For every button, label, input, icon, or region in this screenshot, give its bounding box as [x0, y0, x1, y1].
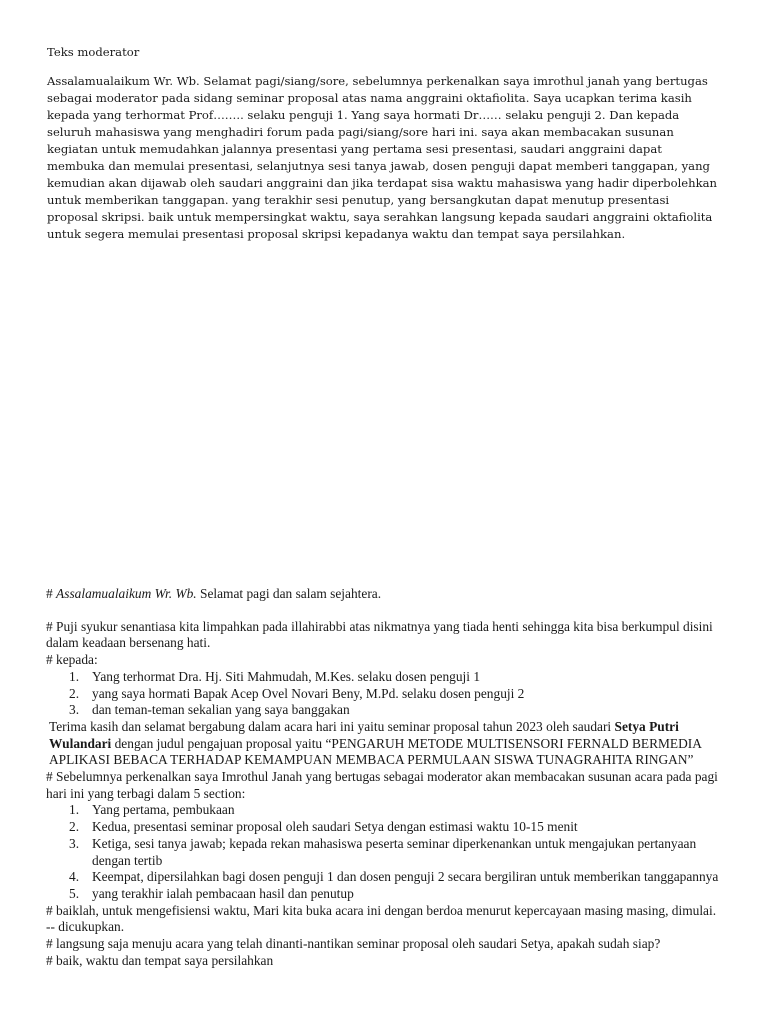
intro-line: # Sebelumnya perkenalkan saya Imrothul Janah yang bertugas sebagai moderator akan membacakan susunan acara pada pagi hari ini yang terbagi dalam 5 section:	[46, 769, 718, 801]
list-number: 4.	[69, 869, 80, 885]
list-number: 5.	[69, 885, 80, 901]
list-item	[46, 819, 722, 836]
list-number: 2.	[69, 685, 80, 701]
greeting-italic: Assalamualaikum Wr. Wb.	[56, 586, 197, 601]
greeting-hash: #	[46, 586, 57, 601]
list-item	[46, 869, 722, 886]
list-number: 2.	[69, 819, 80, 835]
list-text: yang saya hormati Bapak Acep Ovel Novari Beny, M.Pd. selaku dosen penguji 2	[92, 685, 525, 701]
welcome-prefix: Terima kasih dan selamat bergabung dalam acara hari ini yaitu seminar proposal tahun 2023 oleh saudari	[49, 718, 615, 734]
transition-line: # langsung saja menuju acara yang telah dinanti-nantikan seminar proposal oleh saudari Setya, apakah sudah siap?	[46, 936, 661, 952]
list-number: 1.	[69, 668, 80, 684]
list-text: Yang terhormat Dra. Hj. Siti Mahmudah, M.Kes. selaku dosen penguji 1	[92, 668, 481, 684]
list-text: Yang pertama, pembukaan	[92, 802, 235, 818]
list-item	[46, 702, 722, 719]
kepada-line: # kepada:	[46, 652, 98, 668]
moderator-paragraph: Assalamualaikum Wr. Wb. Selamat pagi/siang/sore, sebelumnya perkenalkan saya imrothul janah yang bertugas sebagai moderator pada sidang seminar proposal atas nama anggraini oktafiolita. Saya ucapkan terima kasih kepada yang terhormat Prof…….. selaku penguji 1. Yang saya hormati Dr…… selaku penguji 2. Dan kepada seluruh mahasiswa yang menghadiri forum pada pagi/siang/sore hari ini. saya akan membacakan susunan kegiatan untuk memudahkan jalannya presentasi yang pertama sesi presentasi, saudari anggraini dapat membuka dan memulai presentasi, selanjutnya sesi tanya jawab, dosen penguji dapat memberi tanggapan, yang kemudian akan dijawab oleh saudari anggraini dan jika terdapat sisa waktu mahasiswa yang hadir diperbolehkan untuk memberikan tanggapan. yang terakhir sesi penutup, yang bersangkutan dapat menutup presentasi proposal skripsi. baik untuk mempersingkat waktu, saya serahkan langsung kepada saudari anggraini oktafiolita untuk segera memulai presentasi proposal skripsi kepadanya waktu dan tempat saya persilahkan.	[47, 74, 718, 241]
moderator-text-section	[47, 44, 719, 243]
list-item	[46, 802, 722, 819]
list-text: yang terakhir ialah pembacaan hasil dan penutup	[92, 885, 354, 901]
welcome-paragraph	[46, 719, 722, 769]
list-text: Ketiga, sesi tanya jawab; kepada rekan mahasiswa peserta seminar diperkenankan untuk mengajukan pertanyaan dengan tertib	[92, 835, 697, 868]
section-title: Teks moderator	[47, 45, 140, 59]
closing-line: # baik, waktu dan tempat saya persilahkan	[46, 952, 274, 968]
gratitude-line: # Puji syukur senantiasa kita limpahkan pada illahirabbi atas nikmatnya yang tiada henti sehingga kita bisa berkumpul disini dalam keadaan bersenang hati.	[46, 618, 713, 651]
prayer-line: # baiklah, untuk mengefisiensi waktu, Mari kita buka acara ini dengan berdoa menurut kepercayaan masing masing, dimulai. -- dicukupkan.	[46, 902, 717, 935]
moderator-script-section	[46, 586, 722, 969]
list-text: Kedua, presentasi seminar proposal oleh saudari Setya dengan estimasi waktu 10-15 menit	[92, 819, 578, 835]
addressee-list	[46, 669, 722, 719]
agenda-list	[46, 802, 722, 902]
list-item	[46, 686, 722, 703]
list-item	[46, 836, 722, 869]
greeting-line	[46, 586, 722, 603]
presenter-name: Setya Putri Wulandari	[49, 718, 679, 751]
list-text: Keempat, dipersilahkan bagi dosen penguji 1 dan dosen penguji 2 secara bergiliran untuk memberikan tanggapannya	[92, 869, 719, 885]
list-item	[46, 886, 722, 903]
list-number: 3.	[69, 835, 80, 851]
list-text: dan teman-teman sekalian yang saya banggakan	[92, 702, 350, 718]
list-number: 1.	[69, 802, 80, 818]
welcome-suffix: dengan judul pengajuan proposal yaitu “PENGARUH METODE MULTISENSORI FERNALD BERMEDIA APLIKASI BEBACA TERHADAP KEMAMPUAN MEMBACA PERMULAAN SISWA TUNAGRAHITA RINGAN”	[49, 735, 702, 768]
greeting-rest: Selamat pagi dan salam sejahtera.	[196, 586, 382, 601]
list-item	[46, 669, 722, 686]
list-number: 3.	[69, 702, 80, 718]
